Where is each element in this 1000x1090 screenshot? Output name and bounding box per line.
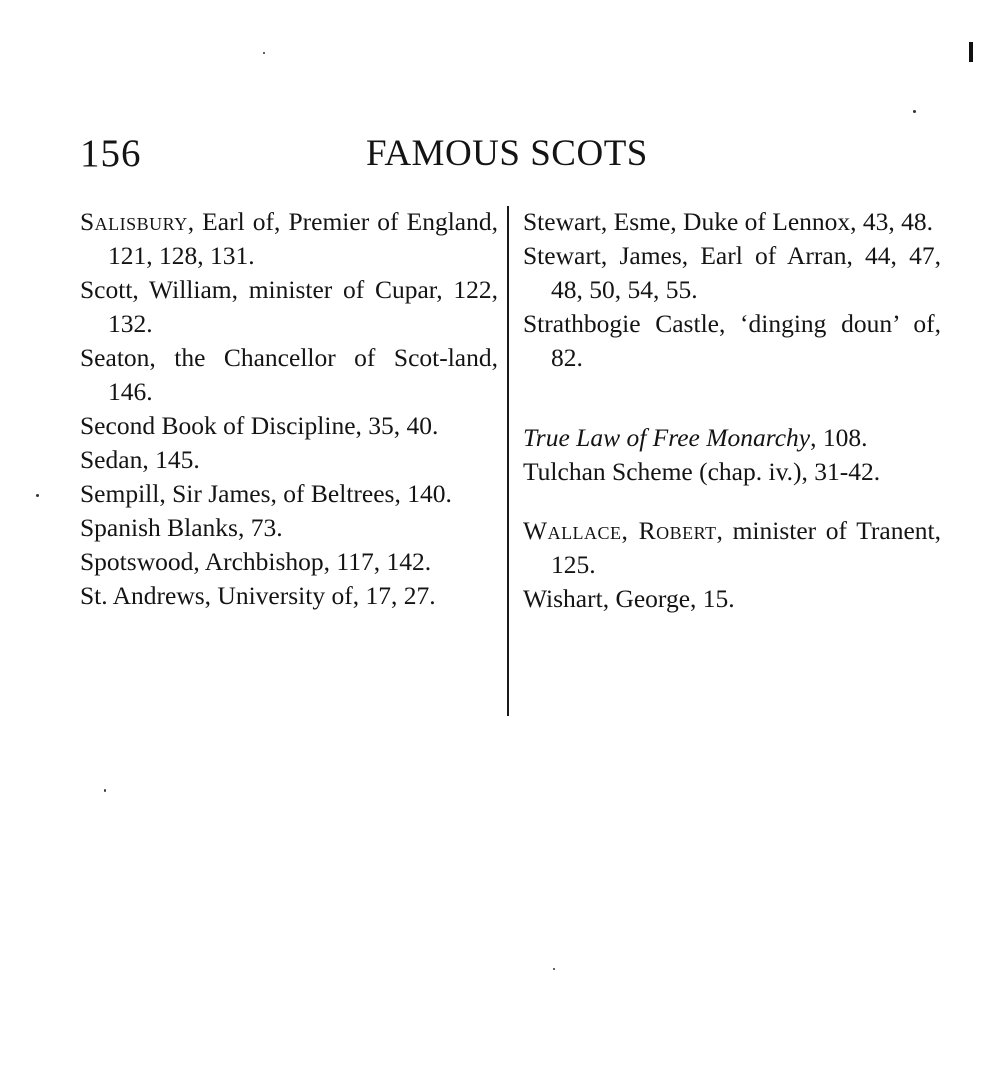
page-edge-mark bbox=[969, 42, 973, 62]
index-entry: Stewart, James, Earl of Arran, 44, 47, 48, 50, 54, 55. bbox=[523, 241, 941, 304]
index-entry-head: Salisbury bbox=[80, 207, 188, 236]
index-column-left bbox=[80, 205, 498, 613]
scan-speck bbox=[263, 52, 265, 54]
scan-speck bbox=[104, 789, 106, 792]
column-divider bbox=[507, 206, 509, 716]
index-entry-book-title: True Law of Free Monarchy bbox=[523, 423, 811, 452]
section-gap bbox=[523, 489, 941, 514]
index-entry: Strathbogie Castle, ‘dinging doun’ of, 82. bbox=[523, 309, 941, 372]
index-entry: Sempill, Sir James, of Beltrees, 140. bbox=[80, 479, 452, 508]
index-entry: Spotswood, Archbishop, 117, 142. bbox=[80, 547, 432, 576]
scan-speck bbox=[36, 494, 39, 497]
page-number: 156 bbox=[80, 132, 142, 175]
running-title: FAMOUS SCOTS bbox=[366, 133, 648, 174]
index-entry bbox=[523, 514, 941, 582]
index-entry-head: Wallace, Robert bbox=[523, 516, 717, 545]
scan-speck bbox=[553, 968, 555, 970]
index-entry: Stewart, Esme, Duke of Lennox, 43, 48. bbox=[523, 207, 934, 236]
index-entry: Spanish Blanks, 73. bbox=[80, 513, 283, 542]
index-entry: Tulchan Scheme (chap. iv.), 31-42. bbox=[523, 457, 881, 486]
index-entry bbox=[523, 421, 941, 455]
index-entry: Second Book of Discipline, 35, 40. bbox=[80, 411, 439, 440]
index-entry: St. Andrews, University of, 17, 27. bbox=[80, 581, 436, 610]
index-entry-text: , minister of Tranent, 125. bbox=[551, 516, 941, 579]
index-entry-text: , 108. bbox=[810, 423, 868, 452]
section-gap bbox=[523, 375, 941, 421]
index-entry: Seaton, the Chancellor of Scot-land, 146. bbox=[80, 343, 498, 406]
index-entry: Wishart, George, 15. bbox=[523, 584, 735, 613]
index-entry-text: , Earl of, Premier of England, 121, 128, 131. bbox=[108, 207, 498, 270]
index-entry: Scott, William, minister of Cupar, 122, 132. bbox=[80, 275, 498, 338]
index-entry bbox=[80, 205, 498, 273]
index-entry: Sedan, 145. bbox=[80, 445, 200, 474]
scan-speck bbox=[913, 110, 916, 113]
index-column-right bbox=[523, 205, 941, 616]
